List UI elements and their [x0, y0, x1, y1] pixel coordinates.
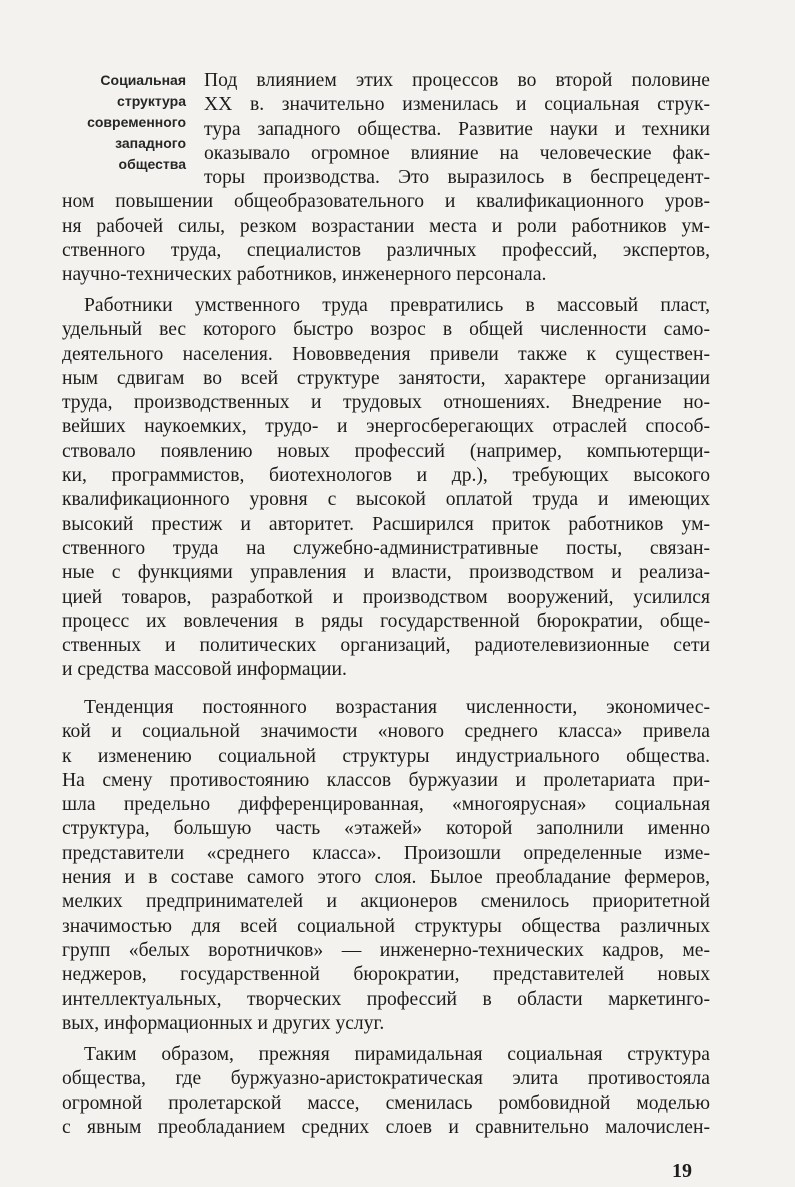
text-line: ствовало появлению новых профессий (например, компьютерщи-	[62, 440, 710, 462]
text-line: шла предельно дифференцированная, «многоярусная» социальная	[62, 794, 710, 816]
text-line: оказывало огромное влияние на человеческие фак-	[204, 142, 710, 164]
text-line: деятельного населения. Нововведения привели также к существен-	[62, 343, 710, 365]
text-line: цией товаров, разработкой и производством вооружений, усилился	[62, 586, 710, 608]
paragraph-2	[62, 294, 710, 683]
text-line: ки, программистов, биотехнологов и др.), требующих высокого	[62, 465, 710, 487]
text-line: ственных и политических организаций, радиотелевизионные сети	[62, 635, 710, 657]
text-line: ные с функциями управления и власти, производством и реализа-	[62, 562, 710, 584]
text-line: и средства массовой информации.	[62, 659, 347, 681]
paragraph-1	[62, 69, 710, 288]
text-line: Работники умственного труда превратились в массовый пласт,	[84, 295, 710, 316]
text-line: высокий престиж и авторитет. Расширился приток работников ум-	[62, 513, 710, 535]
margin-heading-line: общества	[118, 156, 186, 172]
text-line: групп «белых воротничков» — инженерно-технических кадров, ме-	[62, 939, 710, 961]
text-line: Таким образом, прежняя пирамидальная социальная структура	[84, 1044, 710, 1065]
text-line: Тенденция постоянного возрастания численности, экономичес-	[84, 697, 710, 718]
text-line: значимостью для всей социальной структуры общества различных	[62, 915, 710, 937]
text-line: с явным преобладанием средних слоев и сравнительно малочислен-	[62, 1116, 710, 1138]
text-line: нения и в составе самого этого слоя. Былое преобладание фермеров,	[62, 867, 710, 889]
text-line: процесс их вовлечения в ряды государственной бюрократии, обще-	[62, 610, 710, 632]
text-line: вейших наукоемких, трудо- и энергосберегающих отраслей способ-	[62, 416, 710, 438]
text-line: ственного труда, специалистов различных профессий, экспертов,	[62, 240, 710, 262]
paragraph-4	[62, 1043, 710, 1140]
text-line: интеллектуальных, творческих профессий в области маркетинго-	[62, 988, 710, 1010]
text-line: научно-технических работников, инженерного персонала.	[62, 264, 547, 286]
text-line: неджеров, государственной бюрократии, представителей новых	[62, 964, 710, 986]
text-line: мелких предпринимателей и акционеров сменилось приоритетной	[62, 891, 710, 913]
text-line: тура западного общества. Развитие науки и техники	[204, 118, 710, 140]
text-line: квалификационного уровня с высокой оплатой труда и имеющих	[62, 489, 710, 511]
text-line: вых, информационных и других услуг.	[62, 1012, 385, 1034]
margin-heading-line: Социальная	[100, 72, 186, 88]
margin-heading-line: структура	[117, 93, 186, 109]
text-line: торы производства. Это выразилось в беспрецедент-	[204, 167, 710, 189]
text-line: структура, большую часть «этажей» которой заполнили именно	[62, 818, 710, 840]
text-line: огромной пролетарской массе, сменилась ромбовидной моделью	[62, 1092, 710, 1114]
text-line: XX в. значительно изменилась и социальная струк-	[204, 94, 710, 116]
text-line: ственного труда на служебно-административные посты, связан-	[62, 537, 710, 559]
text-line: ным сдвигам во всей структуре занятости, характере организации	[62, 367, 710, 389]
paragraph-3	[62, 696, 710, 1036]
margin-heading-line: современного	[87, 114, 186, 130]
text-line: На смену противостоянию классов буржуазии и пролетариата при-	[62, 769, 710, 791]
text-line: кой и социальной значимости «нового среднего класса» привела	[62, 721, 710, 743]
text-line: Под влиянием этих процессов во второй половине	[204, 70, 710, 91]
text-line: труда, производственных и трудовых отношениях. Внедрение но-	[62, 392, 710, 414]
page-number: 19	[672, 1160, 692, 1182]
text-line: представители «среднего класса». Произошли определенные изме-	[62, 842, 710, 864]
text-line: удельный вес которого быстро возрос в общей численности само-	[62, 319, 710, 341]
margin-heading-line: западного	[115, 135, 186, 151]
text-line: ня рабочей силы, резком возрастании места и роли работников ум-	[62, 215, 710, 237]
text-line: ном повышении общеобразовательного и квалификационного уров-	[62, 191, 710, 213]
text-line: к изменению социальной структуры индустриального общества.	[62, 745, 710, 767]
text-line: общества, где буржуазно-аристократическая элита противостояла	[62, 1068, 710, 1090]
